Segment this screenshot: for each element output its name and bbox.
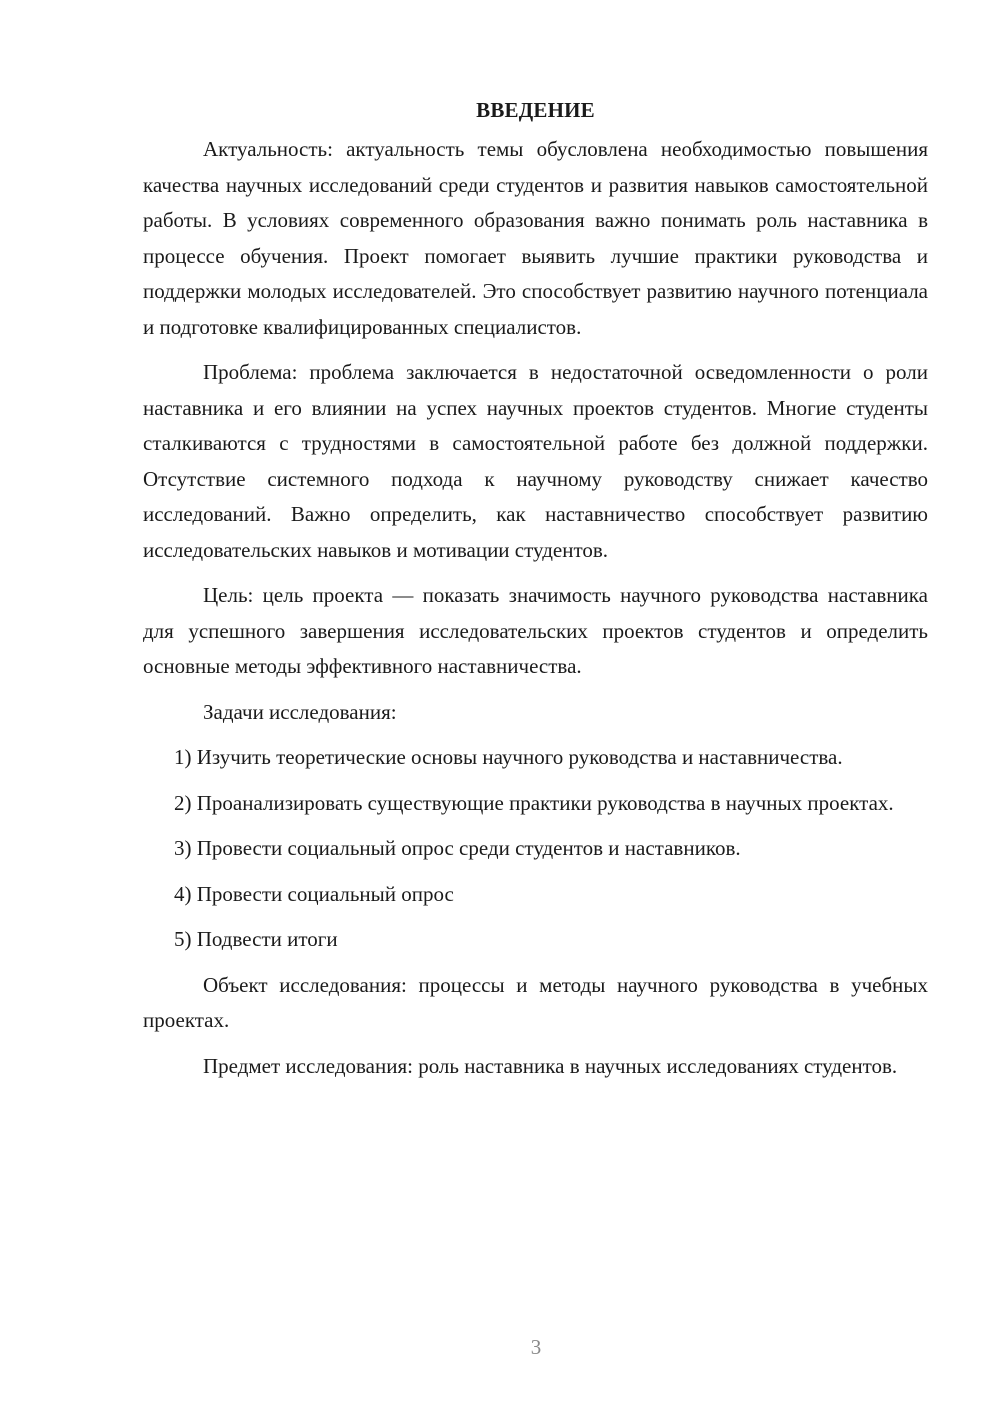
paragraph-relevance: Актуальность: актуальность темы обусловлена необходимостью повышения качества научных исследований среди студентов и развития навыков самостоятельной работы. В условиях современного образования важно понимать роль наставника в процессе обучения. Проект помогает выявить лучшие практики руководства и поддержки молодых исследователей. Это способствует развитию научного потенциала и подготовке квалифицированных специалистов. [143, 137, 928, 339]
document-body [143, 92, 928, 1094]
paragraph-subject: Предмет исследования: роль наставника в научных исследованиях студентов. [203, 1053, 898, 1078]
task-item-3: 3) Провести социальный опрос среди студентов и наставников. [174, 836, 741, 860]
task-item-5: 5) Подвести итоги [174, 927, 338, 951]
task-item-2: 2) Проанализировать существующие практики руководства в научных проектах. [174, 790, 894, 815]
paragraph-goal: Цель: цель проекта — показать значимость научного руководства наставника для успешного завершения исследовательских проектов студентов и определить основные методы эффективного наставничества. [143, 583, 928, 678]
paragraph-object: Объект исследования: процессы и методы научного руководства в учебных проектах. [143, 972, 928, 1032]
task-item-1: 1) Изучить теоретические основы научного руководства и наставничества. [174, 745, 843, 769]
page-number: 3 [530, 1335, 542, 1359]
paragraph-problem: Проблема: проблема заключается в недостаточной осведомленности о роли наставника и его влиянии на успех научных проектов студентов. Многие студенты сталкиваются с трудностями в самостоятельной работе без должной поддержки. Отсутствие системного подхода к научному руководству снижает качество исследований. Важно определить, как наставничество способствует развитию исследовательских навыков и мотивации студентов. [143, 360, 928, 562]
page-title: ВВЕДЕНИЕ [476, 98, 595, 122]
task-item-4: 4) Провести социальный опрос [174, 881, 454, 906]
paragraph-tasks-heading: Задачи исследования: [203, 699, 397, 724]
